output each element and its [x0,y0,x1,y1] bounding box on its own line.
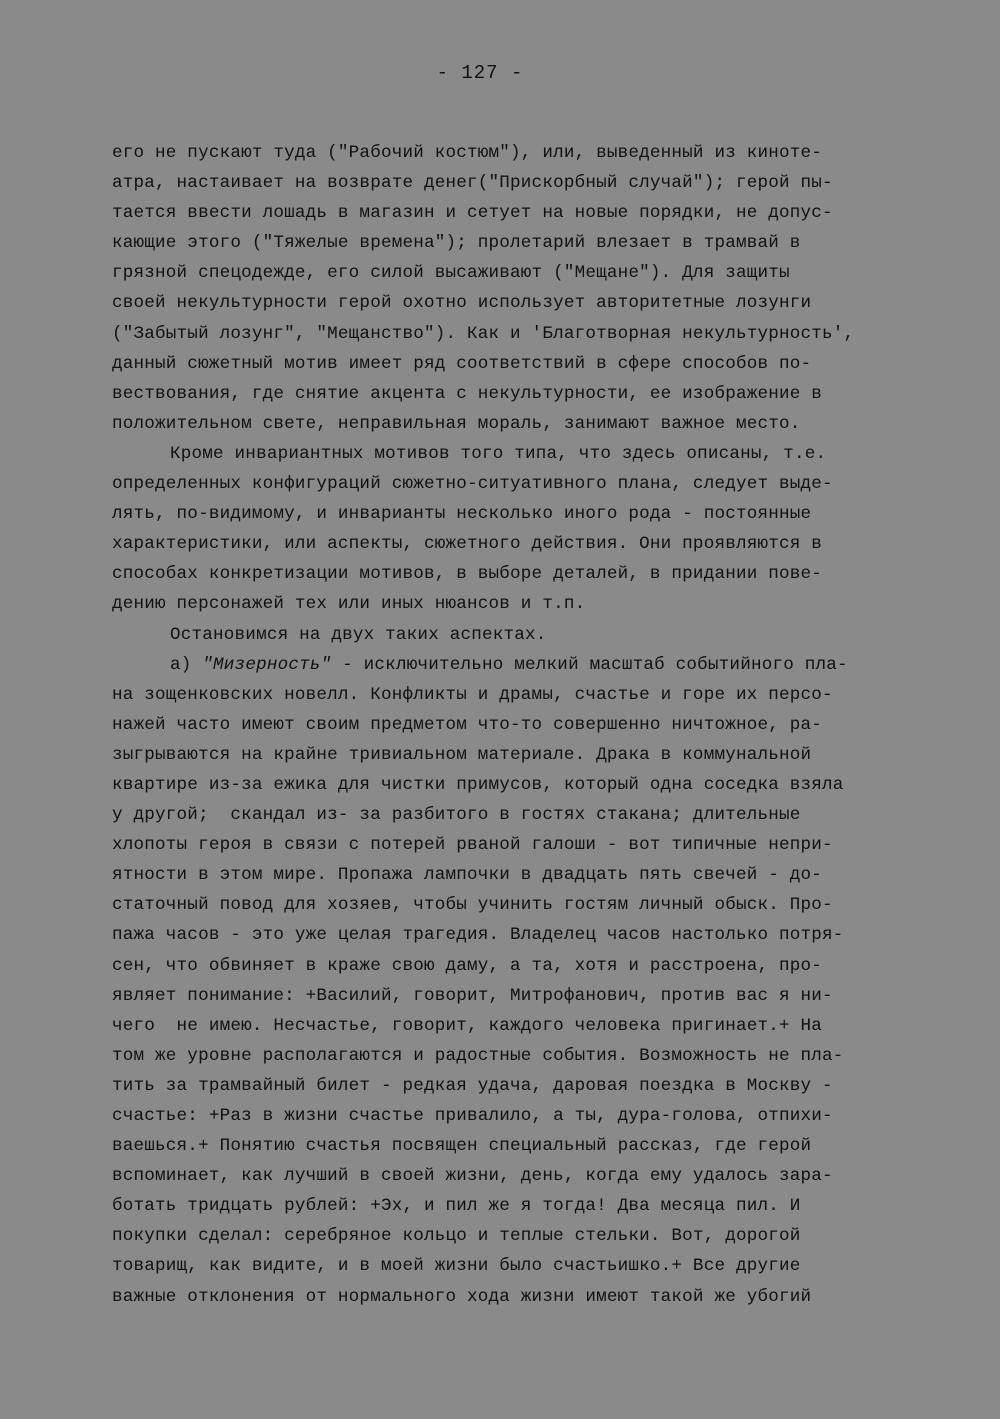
text-line [112,409,942,439]
text-line-content: дению персонажей тех или иных нюансов и т.п. [112,594,586,615]
text-line [112,1011,942,1041]
text-line-content: его не пускают туда ("Рабочий костюм"), или, выведенный из кинотe- [112,143,823,163]
text-line [112,740,942,770]
text-line [112,951,942,981]
text-line-content: ятности в этом мире. Пропажа лампочки в двадцать пять свечей - до- [112,865,823,886]
text-line-content: ("Забытый лозунг", "Мещанство"). Как и 'Благотворная некультурность', [112,323,855,344]
text-line-content: кающие этого ("Тяжелые времена"); пролетарий влезает в трамвай в [112,233,801,254]
text-line-content: том же уровне располагаются и радостные события. Возможность не пла- [112,1045,844,1066]
text-line [112,860,942,890]
text-line [112,258,942,288]
text-line-content: статочный повод для хозяев, чтобы учинить гостям личный обыск. Про- [112,895,833,916]
text-line-content: хлопоты героя в связи с потерей рваной галоши - вот типичные непри- [112,835,833,856]
text-line [112,1191,942,1221]
text-line [112,1251,942,1281]
text-line [112,1161,942,1191]
text-line-content: лять, по-видимому, и инварианты несколько иного рода - постоянные [112,504,812,525]
text-line-content: характеристики, или аспекты, сюжетного действия. Они проявляются в [112,534,823,555]
text-line-content: вествования, где снятие акцента с некультурности, ее изображение в [112,383,823,404]
text-line [112,1131,942,1161]
text-line [112,1282,942,1312]
text-line-content: положительном свете, неправильная мораль, занимают важное место. [112,413,801,434]
body-text [112,138,942,1312]
text-line [112,499,942,529]
text-line-content: Остановимся на двух таких аспектах. [170,624,547,645]
text-line-content: у другой; скандал из- за разбитого в гостях стакана; длительные [112,805,801,826]
page-number: - 127 - [436,62,524,84]
text-line [112,1101,942,1131]
text-line [112,920,942,950]
text-line [112,198,942,228]
text-line-content: пажа часов - это уже целая трагедия. Владелец часов настолько потря- [112,925,844,946]
text-line [112,349,942,379]
text-line [112,710,942,740]
text-line-content: нажей часто имеют своим предметом что-то совершенно ничтожное, ра- [112,714,823,735]
text-line-content: а) [170,654,203,675]
text-line [112,1071,942,1101]
text-line-content: являет понимание: +Василий, говорит, Митрофанович, против вас я ни- [112,985,833,1006]
text-line [112,559,942,589]
text-line-content: чего не имею. Несчастье, говорит, каждого человека пригинает.+ На [112,1015,823,1036]
text-line [112,379,942,409]
text-line [112,589,942,619]
text-line-content: Кроме инвариантных мотивов того типа, что здесь описаны, т.е. [170,443,827,464]
text-line [112,650,942,680]
text-line [112,890,942,920]
text-line [112,439,942,469]
text-line-content: тить за трамвайный билет - редкая удача, даровая поездка в Москву - [112,1075,833,1096]
text-line [112,620,942,650]
text-line-content: ботать тридцать рублей: +Эх, и пил же я тогда! Два месяца пил. И [112,1196,801,1217]
text-line [112,138,942,168]
text-line-continuation: - исключительно мелкий масштаб событийного пла- [331,654,848,675]
text-line [112,680,942,710]
text-line-content: зыгрываются на крайне тривиальном материале. Драка в коммунальной [112,744,812,765]
text-line-content: товарищ, как видите, и в моей жизни было счастьишко.+ Все другие [112,1256,801,1277]
text-line [112,288,942,318]
text-line-content: ваешься.+ Понятию счастья посвящен специальный рассказ, где герой [112,1136,812,1157]
text-line [112,529,942,559]
text-line [112,228,942,258]
text-line-content: данный сюжетный мотив имеет ряд соответствий в сфере способов по- [112,353,812,374]
text-line-content: своей некультурности герой охотно использует авторитетные лозунги [112,293,812,314]
text-line [112,319,942,349]
italic-term: "Мизерность" [202,654,332,675]
text-line [112,830,942,860]
text-line-content: тается ввести лошадь в магазин и сетует на новые порядки, не допус- [112,203,833,224]
text-line [112,168,942,198]
text-line [112,1041,942,1071]
text-line-content: важные отклонения от нормального хода жизни имеют такой же убогий [112,1286,812,1307]
text-line [112,1221,942,1251]
text-line-content: атра, настаивает на возврате денег("Прискорбный случай"); герой пы- [112,173,833,194]
text-line [112,981,942,1011]
text-line-content: грязной спецодежде, его силой высаживают ("Мещане"). Для защиты [112,263,790,284]
text-line [112,800,942,830]
text-line-content: вспоминает, как лучший в своей жизни, день, когда ему удалось зара- [112,1166,833,1187]
text-line [112,469,942,499]
text-line [112,770,942,800]
text-line-content: сен, что обвиняет в краже свою даму, а та, хотя и расстроена, про- [112,955,823,976]
text-line-content: квартире из-за ежика для чистки примусов, который одна соседка взяла [112,774,844,795]
text-line-content: счастье: +Раз в жизни счастье привалило, а ты, дура-голова, отпихи- [112,1106,833,1126]
text-line-content: на зощенковских новелл. Конфликты и драмы, счастье и горе их персо- [112,684,833,705]
text-line-content: покупки сделал: серебряное кольцо и теплые стельки. Вот, дорогой [112,1226,801,1247]
text-line-content: способах конкретизации мотивов, в выборе деталей, в придании пове- [112,564,823,585]
text-line-content: определенных конфигураций сюжетно-ситуативного плана, следует выде- [112,474,833,495]
